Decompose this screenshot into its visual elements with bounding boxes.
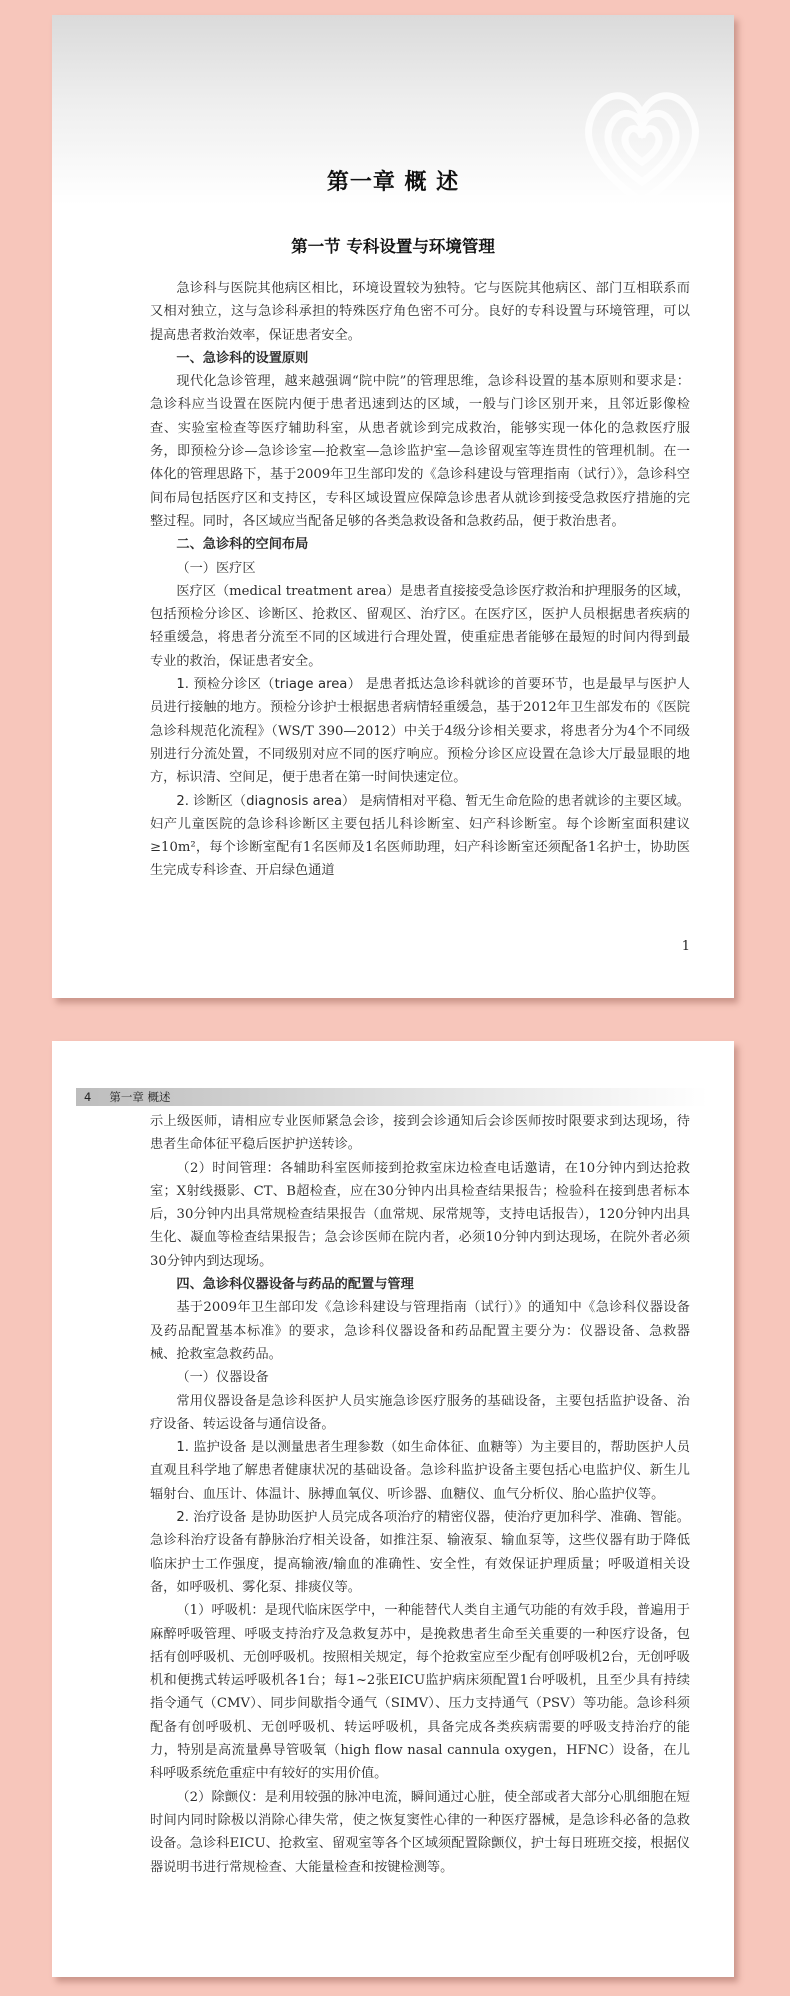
paragraph-text: 是患者抵达急诊科就诊的首要环节，也是最早与医护人员进行接触的地方。预检分诊护士根据患者病情轻重缓急，基于2012年卫生部发布的《医院急诊科规范化流程》（WS/T 390—2012）中关于4级分诊相关要求，将患者分为4个不同级别进行分流处置，不同级别对应不同的医疗响应。预检分诊区应设置在急诊大厅最显眼的地方，标识清、空间足，便于患者在第一时间快速定位。: [150, 677, 690, 786]
heading-level-3: （一）仪器设备: [176, 1370, 269, 1386]
running-head-page-number: 4: [84, 1090, 92, 1104]
running-head: [76, 1088, 708, 1106]
body-paragraph: [150, 1436, 690, 1506]
heading-level-2: 四、急诊科仪器设备与药品的配置与管理: [176, 1277, 414, 1293]
heading-level-3: （一）医疗区: [176, 560, 256, 576]
paragraph-term: 1. 预检分诊区（triage area）: [176, 677, 362, 693]
heading-level-2: 一、急诊科的设置原则: [176, 350, 309, 366]
paragraph-text: 是协助医护人员完成各项治疗的精密仪器，使治疗更加科学、准确、智能。急诊科治疗设备有静脉治疗相关设备，如推注泵、输液泵、输血泵等，这些仪器有助于降低临床护士工作强度，提高输液/输血的准确性、安全性，有效保证护理质量；呼吸道相关设备，如呼吸机、雾化泵、排痰仪等。: [150, 1510, 690, 1595]
section-title: 第一节 专科设置与环境管理: [291, 237, 495, 256]
book-page-1: [52, 15, 734, 998]
body-paragraph: 急诊科与医院其他病区相比，环境设置较为独特。它与医院其他病区、部门互相联系而又相对独立，这与急诊科承担的特殊医疗角色密不可分。良好的专科设置与环境管理，可以提高患者救治效率，保证患者安全。: [150, 281, 690, 343]
body-paragraph: （1）呼吸机：是现代临床医学中，一种能替代人类自主通气功能的有效手段，普遍用于麻醉呼吸管理、呼吸支持治疗及急救复苏中，是挽救患者生命至关重要的一种医疗设备，包括有创呼吸机、无创呼吸机。按照相关规定，每个抢救室应至少配有创呼吸机2台，无创呼吸机和便携式转运呼吸机各1台；每1~2张EICU监护病床须配置1台呼吸机，且至少具有持续指令通气（CMV）、同步间歇指令通气（SIMV）、压力支持通气（PSV）等功能。急诊科须配备有创呼吸机、无创呼吸机、转运呼吸机，具备完成各类疾病需要的呼吸支持治疗的能力，特别是高流量鼻导管吸氧（high flow nasal cannula oxygen，HFNC）设备，在儿科呼吸系统危重症中有较好的实用价值。: [150, 1603, 690, 1782]
chapter-title: 第一章 概 述: [326, 169, 460, 195]
paragraph-text: 是以测量患者生理参数（如生命体征、血糖等）为主要目的，帮助医护人员直观且科学地了解患者健康状况的基础设备。急诊科监护设备主要包括心电监护仪、新生儿辐射台、血压计、体温计、脉搏血氧仪、听诊器、血糖仪、血气分析仪、胎心监护仪等。: [150, 1440, 690, 1502]
book-page-2: [52, 1041, 734, 1977]
running-head-title: 第一章 概述: [109, 1090, 171, 1104]
body-paragraph: [150, 1506, 690, 1599]
body-paragraph: [150, 790, 690, 883]
body-paragraph: （2）除颤仪：是利用较强的脉冲电流，瞬间通过心脏，使全部或者大部分心肌细胞在短时间内同时除极以消除心律失常，使之恢复窦性心律的一种医疗器械，是急诊科必备的急救设备。急诊科EICU、抢救室、留观室等各个区域须配置除颤仪，护士每日班班交接，根据仪器说明书进行常规检查、大能量检查和按键检测等。: [150, 1789, 690, 1875]
body-paragraph: [150, 673, 690, 789]
body-paragraph: 现代化急诊管理，越来越强调“院中院”的管理思维，急诊科设置的基本原则和要求是：急诊科应当设置在医院内便于患者迅速到达的区域，一般与门诊区别开来，且邻近影像检查、实验室检查等医疗辅助科室，从患者就诊到完成救治，能够实现一体化的急救医疗服务，即预检分诊—急诊诊室—抢救室—急诊监护室—急诊留观室等连贯性的管理机制。在一体化的管理思路下，基于2009年卫生部印发的《急诊科建设与管理指南（试行）》，急诊科空间布局包括医疗区和支持区，专科区域设置应保障急诊患者从就诊到接受急救医疗措施的完整过程。同时，各区域应当配备足够的各类急救设备和急救药品，便于救治患者。: [150, 374, 690, 529]
heading-level-2: 二、急诊科的空间布局: [176, 537, 309, 553]
page-2-body: [150, 1110, 690, 1879]
body-paragraph: 基于2009年卫生部印发《急诊科建设与管理指南（试行）》的通知中《急诊科仪器设备及药品配置基本标准》的要求，急诊科仪器设备和药品配置主要分为：仪器设备、急救器械、抢救室急救药品。: [150, 1300, 690, 1362]
page-1-body: [150, 277, 690, 883]
paragraph-text: 是病情相对平稳、暂无生命危险的患者就诊的主要区域。妇产儿童医院的急诊科诊断区主要包括儿科诊断室、妇产科诊断室。每个诊断室面积建议≥10m²，每个诊断室配有1名医师及1名医师助理，妇产科诊断室还须配备1名护士，协助医生完成专科诊查、开启绿色通道: [150, 793, 690, 879]
body-paragraph: （2）时间管理：各辅助科室医师接到抢救室床边检查电话邀请，在10分钟内到达抢救室；X射线摄影、CT、B超检查，应在30分钟内出具检查结果报告；检验科在接到患者标本后，30分钟内出具常规检查结果报告（血常规、尿常规等，支持电话报告），120分钟内出具生化、凝血等检查结果报告；急会诊医师在院内者，必须10分钟内到达现场，在院外者必须30分钟内到达现场。: [150, 1160, 690, 1269]
paragraph-term: 2. 治疗设备: [176, 1510, 247, 1526]
paragraph-term: 2. 诊断区（diagnosis area）: [176, 793, 356, 809]
paragraph-term: 1. 监护设备: [176, 1440, 247, 1456]
body-paragraph: 医疗区（medical treatment area）是患者直接接受急诊医疗救治和护理服务的区域，包括预检分诊区、诊断区、抢救区、留观区、治疗区。在医疗区，医护人员根据患者疾病的轻重缓急，将患者分流至不同的区域进行合理处置，使重症患者能够在最短的时间内得到最专业的救治，保证患者安全。: [150, 583, 690, 669]
page-number: 1: [681, 939, 690, 954]
body-paragraph: 常用仪器设备是急诊科医护人员实施急诊医疗服务的基础设备，主要包括监护设备、治疗设备、转运设备与通信设备。: [150, 1393, 690, 1432]
body-paragraph: 示上级医师，请相应专业医师紧急会诊，接到会诊通知后会诊医师按时限要求到达现场，待患者生命体征平稳后医护护送转诊。: [150, 1114, 690, 1153]
